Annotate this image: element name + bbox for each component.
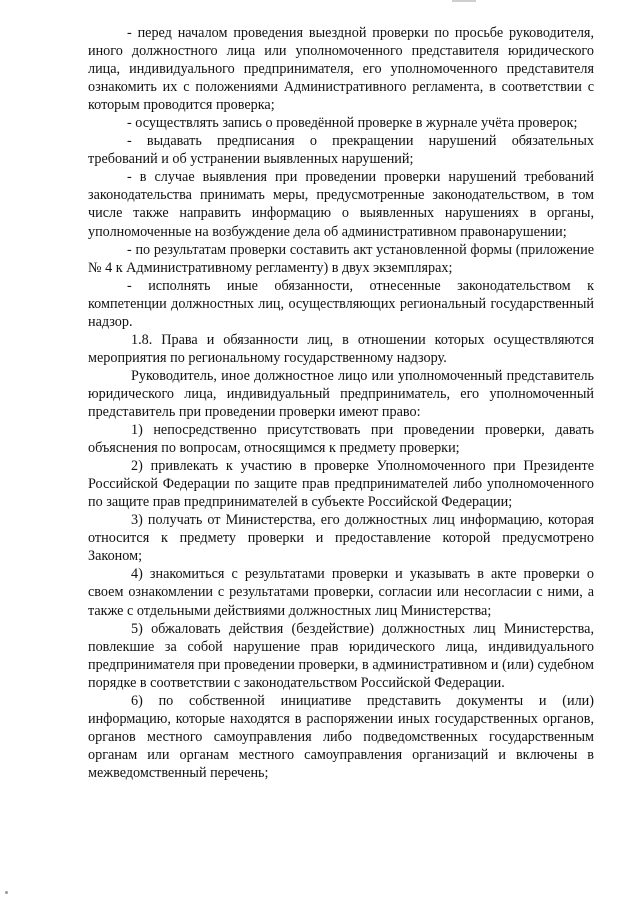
document-page: [88, 24, 594, 782]
paragraph-duty-orders: - выдавать предписания о прекращении нарушений обязательных требований и об устранении выявленных нарушений;: [88, 133, 594, 168]
paragraph-duty-other: - исполнять иные обязанности, отнесенные законодательством к компетенции должностных лиц, осуществляющих региональный государственный надзор.: [88, 277, 594, 330]
paragraph-duty-measures: - в случае выявления при проведении проверки нарушений требований законодательства принимать меры, предусмотренные законодательством, в том числе также направить информацию о выявленных нарушениях в органы, уполномоченные на возбуждение дела об административном правонарушении;: [88, 169, 594, 240]
scan-artifact-top: [452, 0, 476, 2]
list-item-right-5: 5) обжаловать действия (бездействие) должностных лиц Министерства, повлекшие за собой нарушение прав юридического лица, индивидуального предпринимателя при проведении проверки, в административном и (или) судебном порядке в соответствии с законодательством Российской Федерации.: [88, 620, 594, 691]
list-item-right-4: 4) знакомиться с результатами проверки и указывать в акте проверки о своем ознакомлении с результатами проверки, согласии или несогласии с ними, а также с отдельными действиями должностных лиц Министерства;: [88, 566, 594, 619]
list-item-right-3: 3) получать от Министерства, его должностных лиц информацию, которая относится к предмету проверки и предоставление которой предусмотрено Законом;: [88, 512, 594, 565]
section-heading-1-8: 1.8. Права и обязанности лиц, в отношении которых осуществляются мероприятия по региональному государственному надзору.: [88, 331, 594, 366]
list-item-right-6: 6) по собственной инициативе представить документы и (или) информацию, которые находятся в распоряжении иных государственных органов, органов местного самоуправления либо подведомственных государственным органам или органам местного самоуправления организаций и включены в межведомственный перечень;: [88, 692, 594, 781]
paragraph-rights-intro: Руководитель, иное должностное лицо или уполномоченный представитель юридического лица, индивидуальный предприниматель, его уполномоченный представитель при проведении проверки имеют право:: [88, 367, 594, 420]
paragraph-duty-journal: - осуществлять запись о проведённой проверке в журнале учёта проверок;: [127, 115, 578, 132]
list-item-right-2: 2) привлекать к участию в проверке Уполномоченного при Президенте Российской Федерации по защите прав предпринимателей либо уполномоченного по защите прав предпринимателей в субъекте Российской Федерации;: [88, 458, 594, 511]
paragraph-duty-act: - по результатам проверки составить акт установленной формы (приложение № 4 к Административному регламенту) в двух экземплярах;: [88, 241, 594, 276]
scan-artifact-dot: [5, 891, 8, 894]
paragraph-duty-acquaint: - перед началом проведения выездной проверки по просьбе руководителя, иного должностного лица или уполномоченного представителя юридического лица, индивидуального предпринимателя, его уполномоченного представителя ознакомить их с положениями Административного регламента, в соответствии с которым проводится проверка;: [88, 25, 594, 114]
list-item-right-1: 1) непосредственно присутствовать при проведении проверки, давать объяснения по вопросам, относящимся к предмету проверки;: [88, 422, 594, 457]
